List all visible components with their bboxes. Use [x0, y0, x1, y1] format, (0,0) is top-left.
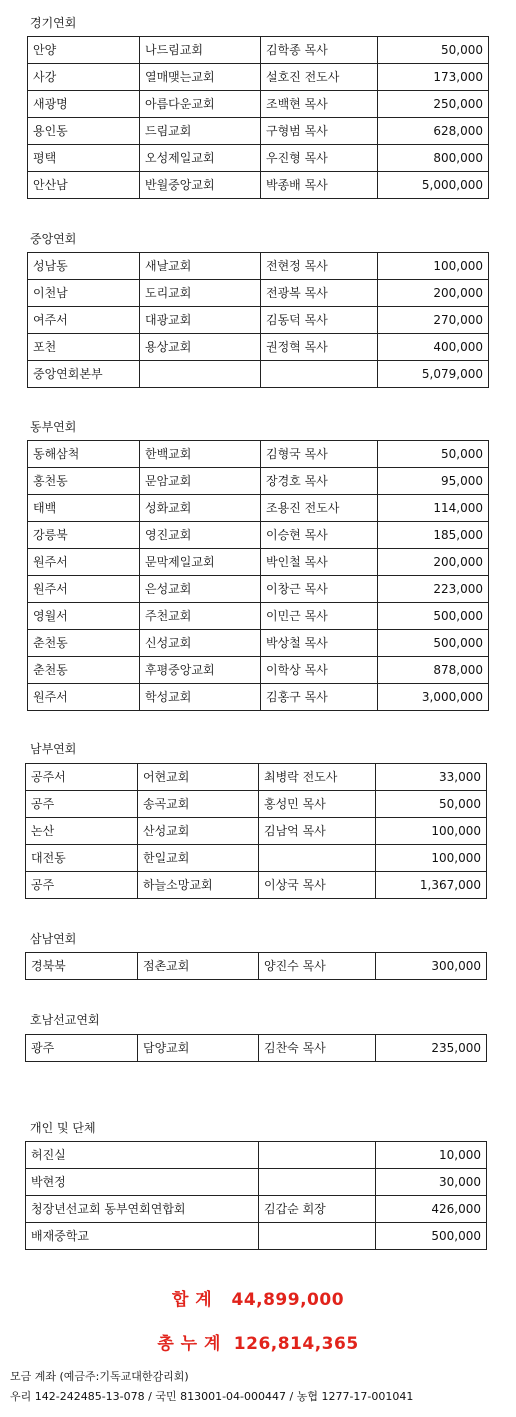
table-row [26, 791, 487, 818]
table-cell: 원주서 [28, 549, 140, 576]
amount-cell: 100,000 [378, 253, 489, 280]
table-cell: 양진수 목사 [259, 953, 376, 980]
table-cell: 이상국 목사 [259, 872, 376, 899]
table-row [28, 37, 489, 64]
table-row [28, 657, 489, 684]
table-cell: 전광복 목사 [261, 280, 378, 307]
table-cell: 송곡교회 [138, 791, 259, 818]
table-cell: 점촌교회 [138, 953, 259, 980]
table-cell: 용상교회 [140, 334, 261, 361]
amount-cell: 100,000 [376, 845, 487, 872]
table-cell: 한백교회 [140, 441, 261, 468]
account-heading: 모금 계좌 (예금주:기독교대한감리회) [10, 1370, 189, 1383]
section-title: 중앙연회 [30, 232, 77, 246]
amount-cell: 235,000 [376, 1035, 487, 1062]
table-cell: 원주서 [28, 576, 140, 603]
amount-cell: 185,000 [378, 522, 489, 549]
table-cell: 춘천동 [28, 630, 140, 657]
table-cell: 김찬숙 목사 [259, 1035, 376, 1062]
table-row [26, 1223, 487, 1250]
table-cell: 김동덕 목사 [261, 307, 378, 334]
table-cell: 신성교회 [140, 630, 261, 657]
amount-cell: 5,000,000 [378, 172, 489, 199]
section-title: 경기연회 [30, 16, 77, 30]
table-cell: 권정혁 목사 [261, 334, 378, 361]
table-cell: 드림교회 [140, 118, 261, 145]
table-cell: 포천 [28, 334, 140, 361]
table-cell: 어현교회 [138, 764, 259, 791]
amount-cell: 114,000 [378, 495, 489, 522]
table-cell: 홍성민 목사 [259, 791, 376, 818]
table-cell: 반월중앙교회 [140, 172, 261, 199]
table-cell: 박종배 목사 [261, 172, 378, 199]
donation-table [27, 36, 489, 199]
table-cell: 광주 [26, 1035, 138, 1062]
table-cell: 이천남 [28, 280, 140, 307]
table-row [26, 953, 487, 980]
table-cell: 아름다운교회 [140, 91, 261, 118]
table-cell: 청장년선교회 동부연회연합회 [26, 1196, 259, 1223]
table-cell: 박상철 목사 [261, 630, 378, 657]
table-row [26, 845, 487, 872]
table-cell: 김갑순 회장 [259, 1196, 376, 1223]
table-row [28, 64, 489, 91]
table-cell: 조백현 목사 [261, 91, 378, 118]
table-cell: 허진실 [26, 1142, 259, 1169]
table-cell: 조용진 전도사 [261, 495, 378, 522]
table-cell: 하늘소망교회 [138, 872, 259, 899]
amount-cell: 426,000 [376, 1196, 487, 1223]
table-cell: 공주 [26, 791, 138, 818]
table-cell: 김형국 목사 [261, 441, 378, 468]
table-cell: 한일교회 [138, 845, 259, 872]
donation-table [25, 952, 487, 980]
table-cell: 여주서 [28, 307, 140, 334]
amount-cell: 95,000 [378, 468, 489, 495]
table-cell: 성남동 [28, 253, 140, 280]
amount-cell: 800,000 [378, 145, 489, 172]
table-cell: 안양 [28, 37, 140, 64]
table-cell: 경북북 [26, 953, 138, 980]
table-row [28, 334, 489, 361]
table-cell: 대광교회 [140, 307, 261, 334]
table-row [28, 603, 489, 630]
table-cell: 이민근 목사 [261, 603, 378, 630]
table-cell: 후평중앙교회 [140, 657, 261, 684]
table-cell: 오성제일교회 [140, 145, 261, 172]
table-cell: 은성교회 [140, 576, 261, 603]
cumulative-total [0, 1329, 516, 1354]
table-cell: 이창근 목사 [261, 576, 378, 603]
donation-table [27, 252, 489, 388]
table-cell: 문막제일교회 [140, 549, 261, 576]
table-row [28, 576, 489, 603]
amount-cell: 10,000 [376, 1142, 487, 1169]
table-cell: 담양교회 [138, 1035, 259, 1062]
table-row [28, 145, 489, 172]
table-cell: 사강 [28, 64, 140, 91]
amount-cell: 3,000,000 [378, 684, 489, 711]
table-row [28, 91, 489, 118]
table-row [28, 118, 489, 145]
table-cell: 이학상 목사 [261, 657, 378, 684]
table-cell: 용인동 [28, 118, 140, 145]
table-cell: 박인철 목사 [261, 549, 378, 576]
table-row [26, 1035, 487, 1062]
amount-cell: 500,000 [378, 630, 489, 657]
cumulative-value: 126,814,365 [233, 1334, 359, 1354]
table-row [28, 441, 489, 468]
table-cell: 평택 [28, 145, 140, 172]
amount-cell: 200,000 [378, 280, 489, 307]
table-row [28, 495, 489, 522]
table-cell: 새광명 [28, 91, 140, 118]
table-cell: 중앙연회본부 [28, 361, 140, 388]
table-cell: 태백 [28, 495, 140, 522]
table-row [26, 872, 487, 899]
amount-cell: 500,000 [378, 603, 489, 630]
table-cell: 강릉북 [28, 522, 140, 549]
table-cell: 이승현 목사 [261, 522, 378, 549]
donation-table [25, 1034, 487, 1062]
table-cell: 구형범 목사 [261, 118, 378, 145]
amount-cell: 1,367,000 [376, 872, 487, 899]
sum-label: 합 계 [171, 1290, 213, 1310]
table-row [28, 522, 489, 549]
table-cell: 우진형 목사 [261, 145, 378, 172]
amount-cell: 400,000 [378, 334, 489, 361]
amount-cell: 878,000 [378, 657, 489, 684]
table-cell: 전현정 목사 [261, 253, 378, 280]
amount-cell: 223,000 [378, 576, 489, 603]
table-cell: 공주 [26, 872, 138, 899]
table-cell: 장경호 목사 [261, 468, 378, 495]
table-cell: 대전동 [26, 845, 138, 872]
section-title: 남부연회 [30, 742, 77, 756]
table-cell: 김홍구 목사 [261, 684, 378, 711]
amount-cell: 50,000 [376, 791, 487, 818]
table-cell: 춘천동 [28, 657, 140, 684]
amount-cell: 50,000 [378, 37, 489, 64]
table-row [28, 549, 489, 576]
account-numbers: 우리 142-242485-13-078 / 국민 813001-04-000447 / 농협 1277-17-001041 [10, 1390, 414, 1403]
table-row [26, 1142, 487, 1169]
table-cell: 학성교회 [140, 684, 261, 711]
cumulative-label: 총 누 계 [157, 1334, 221, 1354]
table-row [26, 1169, 487, 1196]
table-row [28, 253, 489, 280]
table-cell: 김학종 목사 [261, 37, 378, 64]
table-cell: 공주서 [26, 764, 138, 791]
amount-cell: 200,000 [378, 549, 489, 576]
amount-cell: 628,000 [378, 118, 489, 145]
table-cell [259, 1169, 376, 1196]
table-row [28, 280, 489, 307]
table-row [28, 468, 489, 495]
table-cell: 영진교회 [140, 522, 261, 549]
table-cell: 성화교회 [140, 495, 261, 522]
table-row [28, 361, 489, 388]
table-row [28, 172, 489, 199]
amount-cell: 100,000 [376, 818, 487, 845]
donation-table [25, 763, 487, 899]
table-cell: 산성교회 [138, 818, 259, 845]
amount-cell: 270,000 [378, 307, 489, 334]
section-title: 개인 및 단체 [30, 1121, 96, 1135]
table-cell: 논산 [26, 818, 138, 845]
table-cell: 홍천동 [28, 468, 140, 495]
table-cell: 동해삼척 [28, 441, 140, 468]
amount-cell: 33,000 [376, 764, 487, 791]
table-cell: 열매맺는교회 [140, 64, 261, 91]
table-cell [140, 361, 261, 388]
table-cell: 새날교회 [140, 253, 261, 280]
table-row [26, 818, 487, 845]
table-cell: 도리교회 [140, 280, 261, 307]
table-cell: 김남억 목사 [259, 818, 376, 845]
amount-cell: 50,000 [378, 441, 489, 468]
table-row [28, 307, 489, 334]
section-title: 삼남연회 [30, 932, 77, 946]
amount-cell: 30,000 [376, 1169, 487, 1196]
table-cell: 나드림교회 [140, 37, 261, 64]
section-title: 호남선교연회 [30, 1013, 100, 1027]
table-row [26, 1196, 487, 1223]
amount-cell: 250,000 [378, 91, 489, 118]
amount-cell: 500,000 [376, 1223, 487, 1250]
table-cell: 최병락 전도사 [259, 764, 376, 791]
table-cell: 원주서 [28, 684, 140, 711]
table-cell [261, 361, 378, 388]
table-cell [259, 1223, 376, 1250]
table-cell: 주천교회 [140, 603, 261, 630]
table-cell: 영월서 [28, 603, 140, 630]
table-cell: 배재중학교 [26, 1223, 259, 1250]
donation-table [27, 440, 489, 711]
table-row [28, 684, 489, 711]
donation-table [25, 1141, 487, 1250]
amount-cell: 173,000 [378, 64, 489, 91]
amount-cell: 300,000 [376, 953, 487, 980]
amount-cell: 5,079,000 [378, 361, 489, 388]
table-row [26, 764, 487, 791]
table-cell: 문암교회 [140, 468, 261, 495]
table-cell [259, 1142, 376, 1169]
sum-value: 44,899,000 [231, 1290, 345, 1310]
table-cell: 안산남 [28, 172, 140, 199]
table-cell: 설호진 전도사 [261, 64, 378, 91]
sum-total [0, 1285, 516, 1310]
table-row [28, 630, 489, 657]
section-title: 동부연회 [30, 420, 77, 434]
table-cell: 박현정 [26, 1169, 259, 1196]
table-cell [259, 845, 376, 872]
